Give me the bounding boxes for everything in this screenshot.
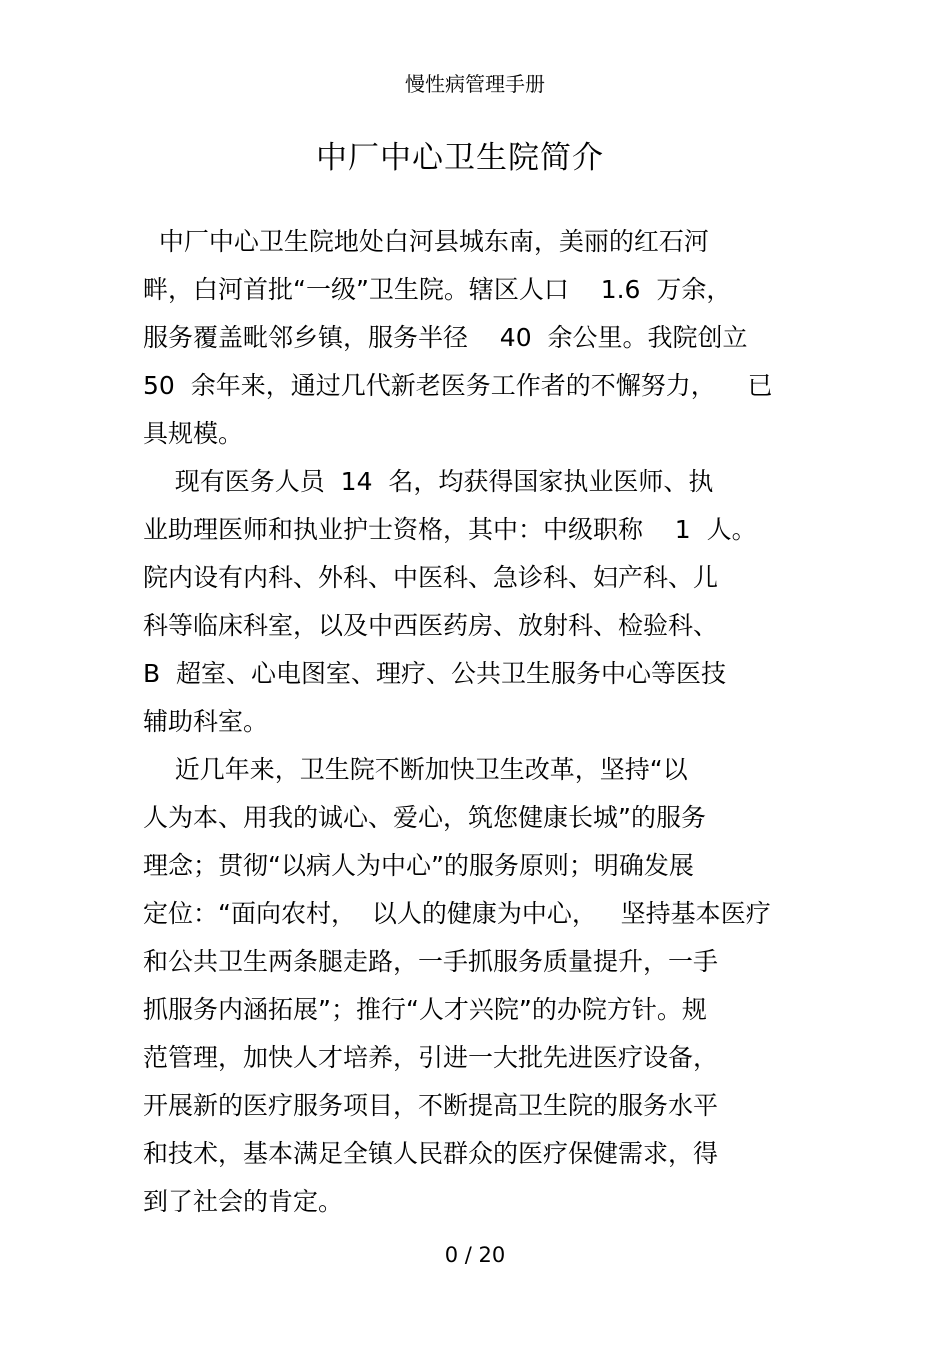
body-line: 定位：“面向农村， 以人的健康为中心， 坚持基本医疗 (143, 899, 771, 928)
body-line: B 超室、心电图室、理疗、公共卫生服务中心等医技 (143, 659, 727, 688)
document-title: 中厂中心卫生院简介 (316, 140, 604, 176)
body-line: 服务覆盖毗邻乡镇，服务半径 40 余公里。我院创立 (143, 323, 748, 352)
body-line: 畔，白河首批“一级”卫生院。辖区人口 1.6 万余， (143, 275, 732, 304)
body-line: 辅助科室。 (143, 707, 269, 736)
body-line: 和技术，基本满足全镇人民群众的医疗保健需求，得 (143, 1139, 719, 1168)
document-body (143, 218, 813, 1226)
body-line: 院内设有内科、外科、中医科、急诊科、妇产科、儿 (143, 563, 719, 592)
body-line: 抓服务内涵拓展”；推行“人才兴院”的办院方针。规 (143, 995, 707, 1024)
body-line: 科等临床科室，以及中西医药房、放射科、检验科、 (143, 611, 719, 640)
body-line: 开展新的医疗服务项目，不断提高卫生院的服务水平 (143, 1091, 719, 1120)
body-line: 到了社会的肯定。 (143, 1187, 344, 1216)
body-line: 人为本、用我的诚心、爱心，筑您健康长城”的服务 (143, 803, 706, 832)
body-line: 现有医务人员 14 名，均获得国家执业医师、执 (143, 467, 714, 496)
body-line: 业助理医师和执业护士资格，其中：中级职称 1 人。 (143, 515, 757, 544)
body-line: 范管理，加快人才培养，引进一大批先进医疗设备， (143, 1043, 719, 1072)
body-line: 和公共卫生两条腿走路，一手抓服务质量提升，一手 (143, 947, 719, 976)
body-line: 近几年来，卫生院不断加快卫生改革，坚持“以 (143, 755, 688, 784)
body-line: 中厂中心卫生院地处白河县城东南，美丽的红石河 (143, 227, 709, 256)
body-line: 理念；贯彻“以病人为中心”的服务原则；明确发展 (143, 851, 694, 880)
body-line: 50 余年来，通过几代新老医务工作者的不懈努力， 已 (143, 371, 773, 400)
page-number: 0 / 20 (444, 1243, 506, 1267)
body-line: 具规模。 (143, 419, 244, 448)
running-header: 慢性病管理手册 (405, 72, 545, 96)
